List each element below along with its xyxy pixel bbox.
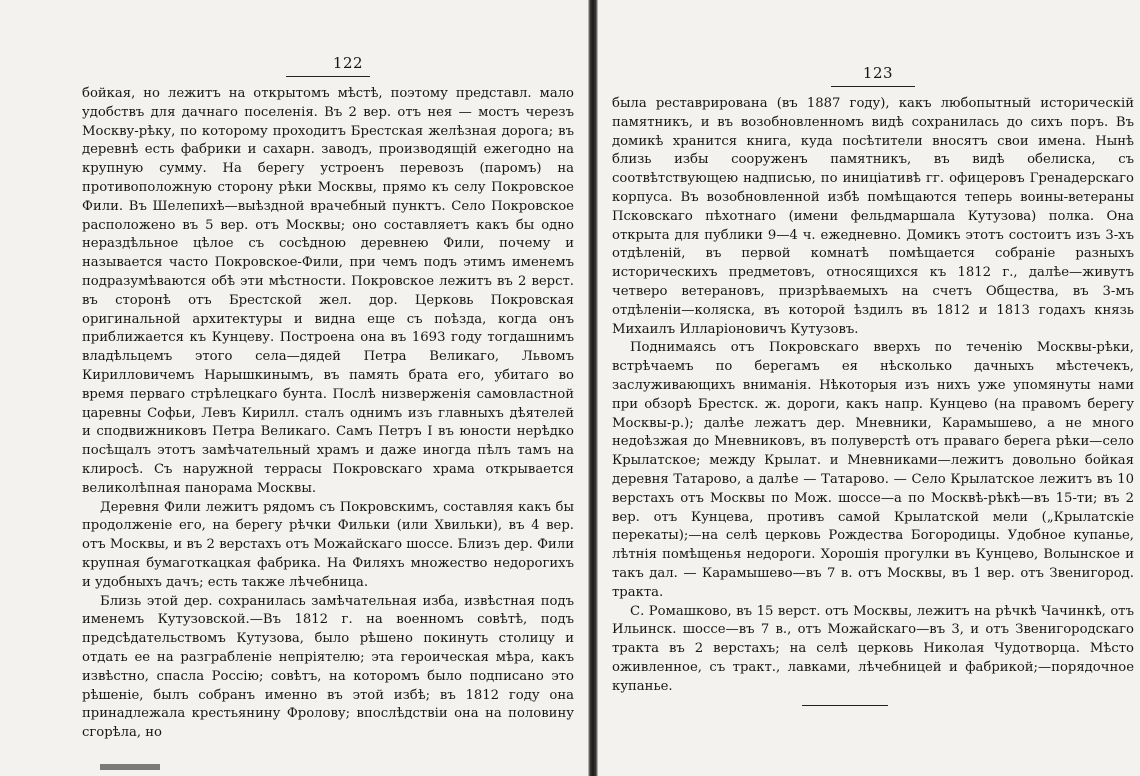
page-number-rule bbox=[831, 86, 915, 87]
scan-artifact bbox=[100, 764, 160, 770]
paragraph: Близь этой дер. сохранилась замѣчательная изба, извѣстная подъ именемъ Кутузовской.—Въ 1812 г. на военномъ совѣтѣ, подъ предсѣдательствомъ Кутузова, было рѣшено покинуть столицу и отдать ее на разграбленіе непріятелю; эта героическая мѣра, какъ извѣстно, спасла Россію; совѣтъ, на которомъ было подписано это рѣшеніе, былъ собранъ именно въ этой избѣ; въ 1812 году она принадлежала крестьянину Фролову; впослѣдствіи она на половину сгорѣла, но bbox=[82, 593, 574, 741]
paragraph: бойкая, но лежитъ на открытомъ мѣстѣ, поэтому представл. мало удобствъ для дачнаго поселенія. Въ 2 вер. отъ нея — мостъ черезъ Москву-рѣку, по которому проходитъ Брестская желѣзная дорога; въ деревнѣ есть фабрики и сахарн. заводъ, производящій ежегодно на крупную сумму. На берегу устроенъ перевозъ (паромъ) на противоположную сторону рѣки Москвы, прямо къ селу Покровское Фили. Въ Шелепихѣ—выѣздной врачебный пунктъ. Село Покровское расположено въ 5 вер. отъ Москвы; оно составляетъ какъ бы одно нераздѣльное цѣлое съ сосѣдною деревнею Фили, почему и называется часто Покровское-Фили, при чемъ подъ этимъ именемъ подразумѣваются обѣ эти мѣстности. Покровское лежитъ въ 2 верст. въ сторонѣ отъ Брестской жел. дор. Церковь Покровская оригинальной архитектуры и видна еще съ поѣзда, когда онъ приближается къ Кунцеву. Построена она въ 1693 году тогдашнимъ владѣльцемъ этого села—дядей Петра Великаго, Львомъ Кирилловичемъ Нарышкинымъ, въ память брата его, убитаго во время перваго стрѣлецкаго бунта. Послѣ низверженія самовластной царевны Софьи, Левъ Кирилл. сталъ однимъ изъ главныхъ дѣятелей и сподвижниковъ Петра Великаго. Самъ Петръ I въ юности нерѣдко посѣщалъ этотъ замѣчательный храмъ и даже иногда пѣлъ тамъ на клиросѣ. Съ наружной террасы Покровскаго храма открывается великолѣпная панорама Москвы. bbox=[82, 86, 574, 496]
book-gutter bbox=[588, 0, 598, 776]
page-number: 123 bbox=[862, 64, 894, 82]
page-number: 122 bbox=[332, 54, 364, 72]
page-number-rule bbox=[286, 76, 370, 77]
paragraph: С. Ромашково, въ 15 верст. отъ Москвы, лежитъ на рѣчкѣ Чачинкѣ, отъ Ильинск. шоссе—въ 7 в., отъ Можайскаго—въ 3, и отъ Звенигородскаго тракта въ 2 верстахъ; на селѣ церковь Николая Чудотворца. Мѣсто оживленное, съ тракт., лавками, лѣчебницей и фабрикой;—порядочное купанье. bbox=[612, 603, 1134, 694]
right-page bbox=[598, 0, 1140, 776]
paragraph: Деревня Фили лежитъ рядомъ съ Покровскимъ, составляя какъ бы продолженіе его, на берегу рѣчки Фильки (или Хвильки), въ 4 вер. отъ Москвы, и въ 2 верстахъ отъ Можайскаго шоссе. Близъ дер. Фили крупная бумаготкацкая фабрика. На Филяхъ множество недорогихъ и удобныхъ дачъ; есть также лѣчебница. bbox=[82, 499, 574, 590]
paragraph: была реставрирована (въ 1887 году), какъ любопытный историческій памятникъ, и въ возобновленномъ видѣ сохранилась до сихъ поръ. Въ домикѣ хранится книга, куда посѣтители вносятъ свои имена. Нынѣ близь избы сооруженъ памятникъ, въ видѣ обелиска, съ соотвѣтствующею надписью, по иниціативѣ гг. офицеровъ Гренадерскаго корпуса. Въ возобновленной избѣ помѣщаются теперь воины-ветераны Псковскаго пѣхотнаго (имени фельдмаршала Кутузова) полка. Она открыта для публики 9—4 ч. ежедневно. Домикъ этотъ состоитъ изъ 3-хъ отдѣленій, въ первой комнатѣ помѣщается собраніе разныхъ историческихъ предметовъ, относящихся къ 1812 г., далѣе—живутъ четверо ветерановъ, призрѣваемыхъ на счетъ Общества, въ 3-мъ отдѣленіи—коляска, въ которой ѣздилъ въ 1812 и 1813 годахъ князь Михаилъ Илларіоновичъ Кутузовъ. bbox=[612, 96, 1134, 337]
section-end-rule bbox=[802, 705, 888, 706]
paragraph: Поднимаясь отъ Покровскаго вверхъ по теченію Москвы-рѣки, встрѣчаемъ по берегамъ ея нѣсколько дачныхъ мѣстечекъ, заслуживающихъ вниманія. Нѣкоторыя изъ нихъ уже упомянуты нами при обзорѣ Брестск. ж. дороги, какъ напр. Кунцево (на правомъ берегу Москвы-р.); далѣе лежатъ дер. Мневники, Карамышево, а не много недоѣзжая до Мневниковъ, въ полуверстѣ отъ праваго берега рѣки—село Крылатское; между Крылат. и Мневниками—лежитъ довольно бойкая деревня Татарово, а далѣе — Татарово. — Село Крылатское лежитъ въ 10 верстахъ отъ Москвы по Мож. шоссе—а по Москвѣ-рѣкѣ—въ 15-ти; въ 2 вер. отъ Кунцева, противъ самой Крылатской мели („Крылатскіе перекаты);—на селѣ церковь Рождества Богородицы. Удобное купанье, лѣтнія помѣщенья недороги. Хорошія прогулки въ Кунцево, Волынское и такъ дал. — Карамышево—въ 7 в. отъ Москвы, въ 1 вер. отъ Звенигород. тракта. bbox=[612, 340, 1134, 600]
right-page-text bbox=[612, 95, 1134, 697]
left-page-text bbox=[82, 85, 574, 743]
